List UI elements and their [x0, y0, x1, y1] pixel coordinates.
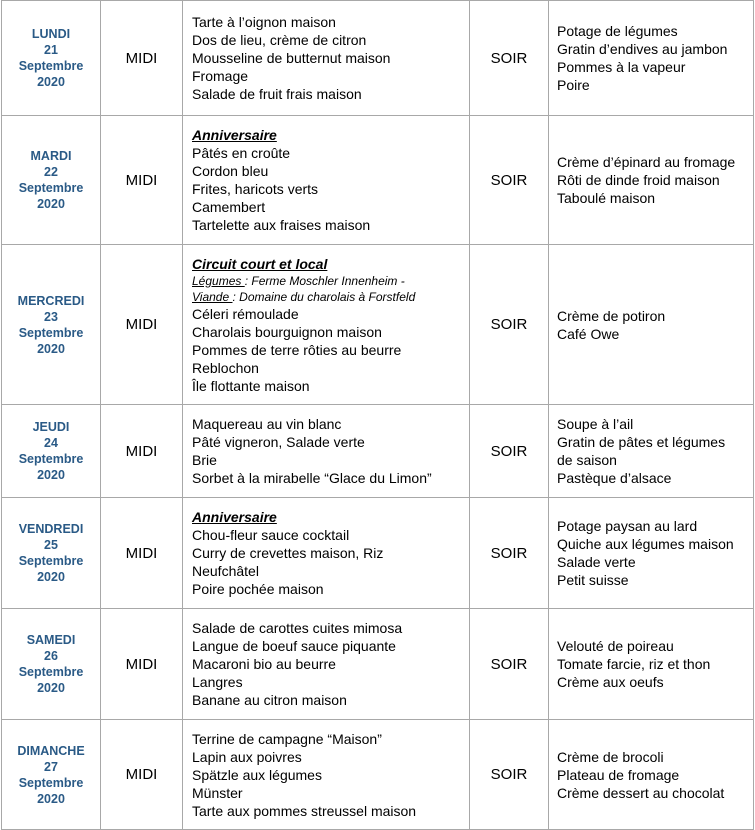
- day-year: 2020: [37, 570, 65, 584]
- day-month: Septembre: [18, 59, 84, 73]
- day-name: JEUDI: [32, 420, 70, 434]
- dish: Poire: [557, 77, 590, 93]
- day-name: LUNDI: [31, 27, 71, 41]
- midi-label: MIDI: [101, 245, 183, 405]
- day-row-dimanche: [2, 720, 754, 830]
- dish: Crème de potiron: [557, 307, 666, 324]
- dish: Maquereau au vin blanc: [192, 416, 342, 432]
- dinner-menu: [549, 498, 754, 609]
- dish: Pâtés en croûte: [192, 145, 291, 161]
- dish: Pommes à la vapeur: [557, 59, 686, 75]
- dish: Petit suisse: [557, 572, 629, 588]
- dish: Chou-fleur sauce cocktail: [192, 527, 350, 543]
- day-cell: [2, 245, 101, 405]
- day-month: Septembre: [18, 325, 84, 340]
- day-date: 25: [44, 538, 58, 552]
- dish: Potage paysan au lard: [557, 518, 698, 534]
- dish: Tomate farcie, riz et thon: [557, 656, 711, 672]
- dish: Fromage: [192, 68, 249, 84]
- dish: Sorbet à la mirabelle “Glace du Limon”: [192, 470, 432, 486]
- day-year: 2020: [37, 468, 65, 482]
- day-date: 22: [44, 165, 58, 179]
- day-month: Septembre: [18, 775, 84, 790]
- dish: Crème de brocoli: [557, 748, 664, 765]
- dish: Macaroni bio au beurre: [192, 656, 336, 672]
- dish: Crème dessert au chocolat: [557, 784, 725, 801]
- dish: Salade de carottes cuites mimosa: [192, 620, 403, 636]
- day-name: VENDREDI: [18, 522, 84, 536]
- day-cell: [2, 405, 101, 498]
- dish: Spätzle aux légumes: [192, 766, 322, 783]
- dish: Salade de fruit frais maison: [192, 86, 362, 102]
- day-row-lundi: [2, 1, 754, 116]
- dish: Terrine de campagne “Maison”: [192, 730, 382, 747]
- source-meat: [192, 289, 465, 305]
- dish: Café Owe: [557, 325, 620, 342]
- dish: Charolais bourguignon maison: [192, 323, 382, 340]
- weekly-menu-table: [1, 0, 754, 830]
- source-value: : Domaine du charolais à Forstfeld: [232, 289, 416, 304]
- soir-label: SOIR: [470, 720, 549, 830]
- day-date: 21: [44, 43, 58, 57]
- dish: Île flottante maison: [192, 377, 310, 394]
- dish: Dos de lieu, crème de citron: [192, 32, 367, 48]
- dish: Soupe à l’ail: [557, 416, 634, 432]
- day-date: 23: [44, 309, 58, 324]
- day-year: 2020: [37, 681, 65, 695]
- day-name: DIMANCHE: [17, 743, 85, 758]
- lunch-menu: [183, 245, 470, 405]
- menu-tag: Anniversaire: [192, 509, 277, 525]
- dish: Velouté de poireau: [557, 638, 674, 654]
- day-row-samedi: [2, 609, 754, 720]
- day-year: 2020: [37, 341, 65, 356]
- dish: Münster: [192, 784, 243, 801]
- dish: Rôti de dinde froid maison: [557, 172, 720, 188]
- lunch-menu: [183, 609, 470, 720]
- dish: Céleri rémoulade: [192, 305, 299, 322]
- day-name: SAMEDI: [26, 633, 76, 647]
- day-row-mercredi: [2, 245, 754, 405]
- lunch-menu: [183, 116, 470, 245]
- dinner-menu: [549, 720, 754, 830]
- lunch-menu: [183, 1, 470, 116]
- day-name: MERCREDI: [17, 293, 85, 308]
- day-month: Septembre: [18, 452, 84, 466]
- dish: Neufchâtel: [192, 563, 259, 579]
- soir-label: SOIR: [470, 498, 549, 609]
- dish: Banane au citron maison: [192, 692, 347, 708]
- dish: Pastèque d’alsace: [557, 470, 672, 486]
- dish: Salade verte: [557, 554, 636, 570]
- dinner-menu: [549, 116, 754, 245]
- dinner-menu: [549, 405, 754, 498]
- menu-tag: Anniversaire: [192, 127, 277, 143]
- dish: Frites, haricots verts: [192, 181, 319, 197]
- day-date: 26: [44, 649, 58, 663]
- midi-label: MIDI: [101, 1, 183, 116]
- dish: Langue de boeuf sauce piquante: [192, 638, 396, 654]
- lunch-menu: [183, 405, 470, 498]
- dish: Pommes de terre rôties au beurre: [192, 341, 402, 358]
- dish: Cordon bleu: [192, 163, 269, 179]
- dish: Taboulé maison: [557, 190, 656, 206]
- day-cell: [2, 116, 101, 245]
- lunch-menu: [183, 498, 470, 609]
- day-year: 2020: [37, 75, 65, 89]
- dish: Pâté vigneron, Salade verte: [192, 434, 365, 450]
- dish: Gratin d’endives au jambon: [557, 41, 728, 57]
- dinner-menu: [549, 609, 754, 720]
- dish: Langres: [192, 674, 243, 690]
- day-month: Septembre: [18, 665, 84, 679]
- midi-label: MIDI: [101, 720, 183, 830]
- day-cell: [2, 609, 101, 720]
- dish: Tartelette aux fraises maison: [192, 217, 371, 233]
- day-row-jeudi: [2, 405, 754, 498]
- midi-label: MIDI: [101, 498, 183, 609]
- day-year: 2020: [37, 197, 65, 211]
- day-row-mardi: [2, 116, 754, 245]
- soir-label: SOIR: [470, 405, 549, 498]
- dish: Poire pochée maison: [192, 581, 324, 597]
- soir-label: SOIR: [470, 245, 549, 405]
- dish: Potage de légumes: [557, 23, 678, 39]
- dinner-menu: [549, 245, 754, 405]
- dish: Quiche aux légumes maison: [557, 536, 734, 552]
- midi-label: MIDI: [101, 609, 183, 720]
- dish: Crème aux oeufs: [557, 674, 664, 690]
- menu-tag: Circuit court et local: [192, 255, 328, 272]
- source-key: Viande: [192, 289, 233, 304]
- day-month: Septembre: [18, 181, 84, 195]
- lunch-menu: [183, 720, 470, 830]
- dish: Reblochon: [192, 359, 259, 376]
- soir-label: SOIR: [470, 116, 549, 245]
- day-cell: [2, 498, 101, 609]
- day-date: 24: [44, 436, 58, 450]
- day-cell: [2, 1, 101, 116]
- dish: Lapin aux poivres: [192, 748, 302, 765]
- source-value: : Ferme Moschler Innenheim -: [244, 273, 405, 288]
- dish: Plateau de fromage: [557, 766, 680, 783]
- day-name: MARDI: [30, 149, 72, 163]
- soir-label: SOIR: [470, 1, 549, 116]
- dish: Camembert: [192, 199, 266, 215]
- dinner-menu: [549, 1, 754, 116]
- dish: Crème d’épinard au fromage: [557, 154, 736, 170]
- dish: Curry de crevettes maison, Riz: [192, 545, 384, 561]
- day-date: 27: [44, 759, 58, 774]
- dish: Gratin de pâtes et légumes de saison: [557, 434, 726, 468]
- soir-label: SOIR: [470, 609, 549, 720]
- dish: Tarte aux pommes streussel maison: [192, 802, 417, 819]
- source-key: Légumes: [192, 273, 245, 288]
- day-row-vendredi: [2, 498, 754, 609]
- day-month: Septembre: [18, 554, 84, 568]
- dish: Brie: [192, 452, 217, 468]
- dish: Mousseline de butternut maison: [192, 50, 391, 66]
- midi-label: MIDI: [101, 405, 183, 498]
- day-year: 2020: [37, 791, 65, 806]
- dish: Tarte à l’oignon maison: [192, 14, 336, 30]
- midi-label: MIDI: [101, 116, 183, 245]
- source-vegetables: [192, 273, 465, 289]
- day-cell: [2, 720, 101, 830]
